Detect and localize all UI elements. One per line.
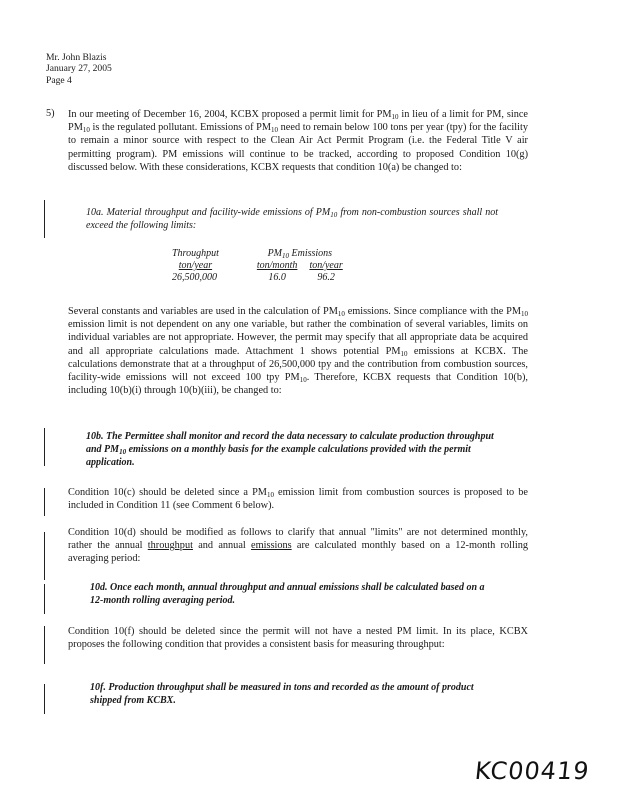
col-throughput-unit: ton/year <box>178 260 213 271</box>
condition-10d: 10d. Once each month, annual throughput and annual emissions shall be calculated based on a 12-month rolling averaging period. <box>90 582 485 607</box>
page-number: Page 4 <box>46 74 72 86</box>
item-number: 5) <box>46 108 55 119</box>
letter-date: January 27, 2005 <box>46 63 112 75</box>
limits-table <box>166 248 349 284</box>
revision-bar <box>44 684 45 714</box>
calculation-paragraph: Several constants and variables are used in the calculation of $PM_{10}$ emissions. Since compliance with the $PM_{10}$ emission limit is not dependent on any one variable, but rather the combination of several variables, limits on individual variables are not appropriate. However, the permit may specify that all appropriate data be acquired and all appropriate calculations made. Attachment 1 shows potential $PM_{10}$ emissions at KCBX. The calculations demonstrate that at a throughput of 26,500,000 tpy and the contribution from combustion sources, facility-wide emissions will not exceed 100 tpy $PM_{10}$. Therefore, KCBX requests that Condition 10(b), including 10(b)(i) through 10(b)(iii), be changed to: <box>68 306 528 397</box>
condition-10b: 10b. The Permittee shall monitor and record the data necessary to calculate production throughput and $PM_{10}$ emissions on a monthly basis for the example calculations provided with the permit application. <box>86 431 494 469</box>
revision-bar <box>44 488 45 516</box>
revision-bar <box>44 532 45 580</box>
revision-bar <box>44 428 45 466</box>
col-pm10-year-unit: ton/year <box>309 260 343 271</box>
condition-10d-paragraph: Condition 10(d) should be modified as follows to clarify that annual "limits" are not determined monthly, rather the annual throughput and annual emissions are calculated monthly based on a 12-month rolling averaging period: <box>68 527 528 565</box>
revision-bar <box>44 200 45 238</box>
col-pm10-month-unit: ton/month <box>256 260 298 271</box>
col-throughput-header: Throughput <box>172 248 219 259</box>
pm10-month-value: 16.0 <box>268 272 286 283</box>
recipient-name: Mr. John Blazis <box>46 52 107 63</box>
pm10-year-value: 96.2 <box>317 272 335 283</box>
revision-bar <box>44 626 45 664</box>
throughput-value: 26,500,000 <box>172 272 217 283</box>
condition-10f-paragraph: Condition 10(f) should be deleted since the permit will not have a nested PM limit. In its place, KCBX proposes the following condition that provides a consistent basis for measuring throughput: <box>68 626 528 651</box>
item5-paragraph: In our meeting of December 16, 2004, KCBX proposed a permit limit for $PM_{10}$ in lieu of a limit for PM, since $PM_{10}$ is the regulated pollutant. Emissions of $PM_{10}$ need to remain below 100 tons per year (tpy) for the facility to remain a minor source with respect to the Clean Air Act Permit Program (i.e. the Federal Title V air permitting program). PM emissions will continue to be tracked, according to proposed Condition 10(g) discussed below. With these considerations, KCBX requests that condition 10(a) be changed to: <box>68 109 529 173</box>
condition-10f: 10f. Production throughput shall be measured in tons and recorded as the amount of product shipped from KCBX. <box>90 682 474 707</box>
condition-10c-paragraph: Condition 10(c) should be deleted since a $PM_{10}$ emission limit from combustion sources is proposed to be included in Condition 11 (see Comment 6 below). <box>68 487 528 512</box>
bates-number: KC00419 <box>473 757 592 785</box>
col-pm10-header: $PM_{10}$ Emissions <box>267 248 333 260</box>
condition-10a: 10a. Material throughput and facility-wide emissions of $PM_{10}$ from non-combustion sources shall not exceed the following limits: <box>86 207 498 232</box>
revision-bar <box>44 584 45 614</box>
letter-header <box>46 52 112 86</box>
